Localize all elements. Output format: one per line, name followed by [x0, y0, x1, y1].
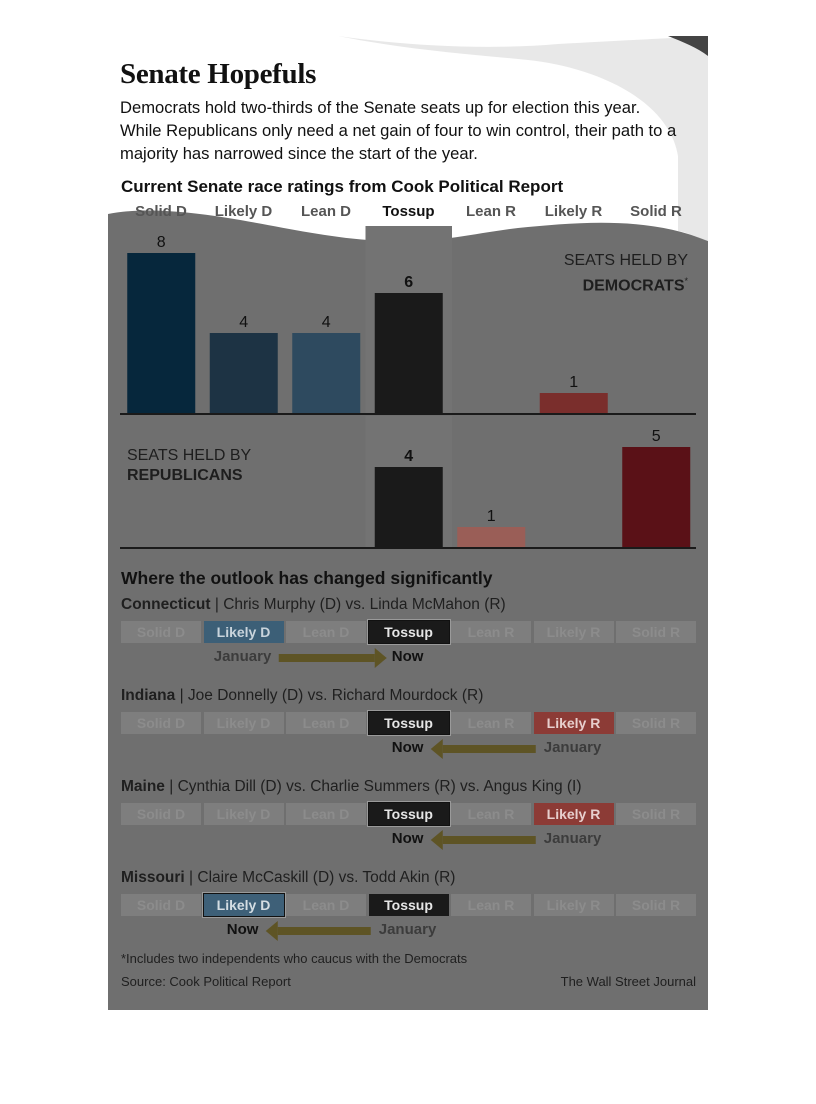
column-header-likely-d: Likely D — [214, 203, 273, 220]
rep-value-label-solid-r: 5 — [651, 428, 661, 445]
state-name: Connecticut — [121, 596, 211, 613]
maine-arrow-head — [431, 830, 443, 850]
maine-change-arrow — [108, 827, 708, 853]
missouri-arrow-head — [266, 921, 278, 941]
state-row-missouri — [121, 869, 455, 887]
missouri-rating-cell-lean-d: Lean D — [286, 894, 366, 916]
state-candidates: | Claire McCaskill (D) vs. Todd Akin (R) — [184, 869, 456, 886]
dem-value-label-lean-d: 4 — [321, 314, 331, 331]
maine-rating-cell-likely-r: Likely R — [534, 803, 614, 825]
connecticut-arrow-head — [375, 648, 387, 668]
missouri-arrow-shaft — [278, 927, 371, 935]
rep-label-line1: SEATS HELD BY — [127, 447, 252, 464]
indiana-rating-cell-lean-d: Lean D — [286, 712, 366, 734]
indiana-rating-cell-likely-d: Likely D — [204, 712, 284, 734]
dem-series-label — [564, 251, 688, 296]
connecticut-change-arrow — [108, 645, 708, 671]
infographic-panel — [108, 36, 708, 1010]
connecticut-rating-cell-lean-d: Lean D — [286, 621, 366, 643]
indiana-now-label: Now — [391, 739, 424, 756]
maine-rating-cell-lean-d: Lean D — [286, 803, 366, 825]
connecticut-rating-cell-solid-r: Solid R — [616, 621, 696, 643]
connecticut-rating-cell-likely-d: Likely D — [204, 621, 284, 643]
missouri-change-arrow — [108, 918, 708, 944]
column-header-solid-r: Solid R — [630, 203, 682, 220]
indiana-january-label: January — [543, 739, 602, 756]
indiana-rating-cell-likely-r: Likely R — [534, 712, 614, 734]
chart-title: Current Senate race ratings from Cook Political Report — [121, 177, 564, 196]
rep-bar-solid-r — [622, 447, 690, 547]
missouri-now-label: Now — [226, 921, 259, 938]
rep-bar-lean-r — [457, 527, 525, 547]
missouri-rating-cell-solid-d: Solid D — [121, 894, 201, 916]
dem-label-line2: DEMOCRATS — [582, 277, 685, 295]
maine-rating-cell-likely-d: Likely D — [204, 803, 284, 825]
maine-rating-cell-lean-r: Lean R — [451, 803, 531, 825]
state-row-connecticut — [121, 596, 506, 614]
dem-value-label-likely-d: 4 — [239, 314, 249, 331]
indiana-rating-cell-lean-r: Lean R — [451, 712, 531, 734]
maine-arrow-shaft — [443, 836, 536, 844]
maine-now-label: Now — [391, 830, 424, 847]
state-row-maine — [121, 778, 582, 796]
indiana-rating-cell-tossup: Tossup — [369, 712, 449, 734]
source-line: Source: Cook Political Report — [121, 974, 291, 989]
dem-bar-likely-r — [540, 393, 608, 413]
connecticut-arrow-shaft — [279, 654, 375, 662]
intro-text: Democrats hold two-thirds of the Senate seats up for election this year. While Republicans only need a net gain of four to win control, their path to a majority has narrowed since the start of the year. — [120, 98, 677, 163]
connecticut-rating-cell-solid-d: Solid D — [121, 621, 201, 643]
state-row-indiana — [121, 687, 483, 705]
maine-rating-cell-solid-d: Solid D — [121, 803, 201, 825]
missouri-rating-cell-likely-d: Likely D — [204, 894, 284, 916]
maine-january-label: January — [543, 830, 602, 847]
state-name: Maine — [121, 778, 165, 795]
rep-value-label-tossup: 4 — [404, 448, 414, 465]
dem-value-label-likely-r: 1 — [569, 374, 579, 391]
indiana-rating-cell-solid-r: Solid R — [616, 712, 696, 734]
column-header-tossup: Tossup — [382, 203, 435, 220]
publisher-credit: The Wall Street Journal — [560, 974, 696, 989]
rep-value-label-lean-r: 1 — [486, 508, 496, 525]
rep-label-line2: REPUBLICANS — [127, 467, 243, 484]
missouri-rating-cell-solid-r: Solid R — [616, 894, 696, 916]
dem-value-label-solid-d: 8 — [156, 234, 166, 251]
dem-label-line1: SEATS HELD BY — [563, 252, 688, 269]
maine-rating-cell-solid-r: Solid R — [616, 803, 696, 825]
maine-rating-cell-tossup: Tossup — [369, 803, 449, 825]
missouri-rating-cell-tossup: Tossup — [369, 894, 449, 916]
indiana-arrow-shaft — [443, 745, 536, 753]
dem-bar-tossup — [375, 293, 443, 413]
dem-label-footnote-mark: * — [684, 276, 688, 286]
rep-bar-tossup — [375, 467, 443, 547]
changes-heading: Where the outlook has changed significantly — [121, 568, 493, 588]
connecticut-january-label: January — [213, 648, 272, 665]
column-header-likely-r: Likely R — [544, 203, 603, 220]
state-candidates: | Chris Murphy (D) vs. Linda McMahon (R) — [210, 596, 506, 613]
missouri-rating-cell-lean-r: Lean R — [451, 894, 531, 916]
indiana-rating-cell-solid-d: Solid D — [121, 712, 201, 734]
state-name: Missouri — [121, 869, 185, 886]
missouri-january-label: January — [378, 921, 437, 938]
dem-bar-lean-d — [292, 333, 360, 413]
column-header-lean-r: Lean R — [465, 203, 516, 220]
dem-value-label-tossup: 6 — [404, 274, 414, 291]
connecticut-now-label: Now — [391, 648, 424, 665]
dem-bar-solid-d — [127, 253, 195, 413]
connecticut-rating-cell-likely-r: Likely R — [534, 621, 614, 643]
state-candidates: | Joe Donnelly (D) vs. Richard Mourdock (R) — [175, 687, 484, 704]
indiana-change-arrow — [108, 736, 708, 762]
column-header-lean-d: Lean D — [300, 203, 351, 220]
page-title: Senate Hopefuls — [120, 58, 317, 90]
column-header-solid-d: Solid D — [135, 203, 187, 220]
footnote: *Includes two independents who caucus with the Democrats — [121, 951, 468, 966]
rep-series-label — [127, 446, 251, 486]
connecticut-rating-cell-lean-r: Lean R — [451, 621, 531, 643]
connecticut-rating-cell-tossup: Tossup — [369, 621, 449, 643]
state-name: Indiana — [121, 687, 176, 704]
indiana-arrow-head — [431, 739, 443, 759]
state-candidates: | Cynthia Dill (D) vs. Charlie Summers (R) vs. Angus King (I) — [164, 778, 582, 795]
dem-bar-likely-d — [210, 333, 278, 413]
missouri-rating-cell-likely-r: Likely R — [534, 894, 614, 916]
